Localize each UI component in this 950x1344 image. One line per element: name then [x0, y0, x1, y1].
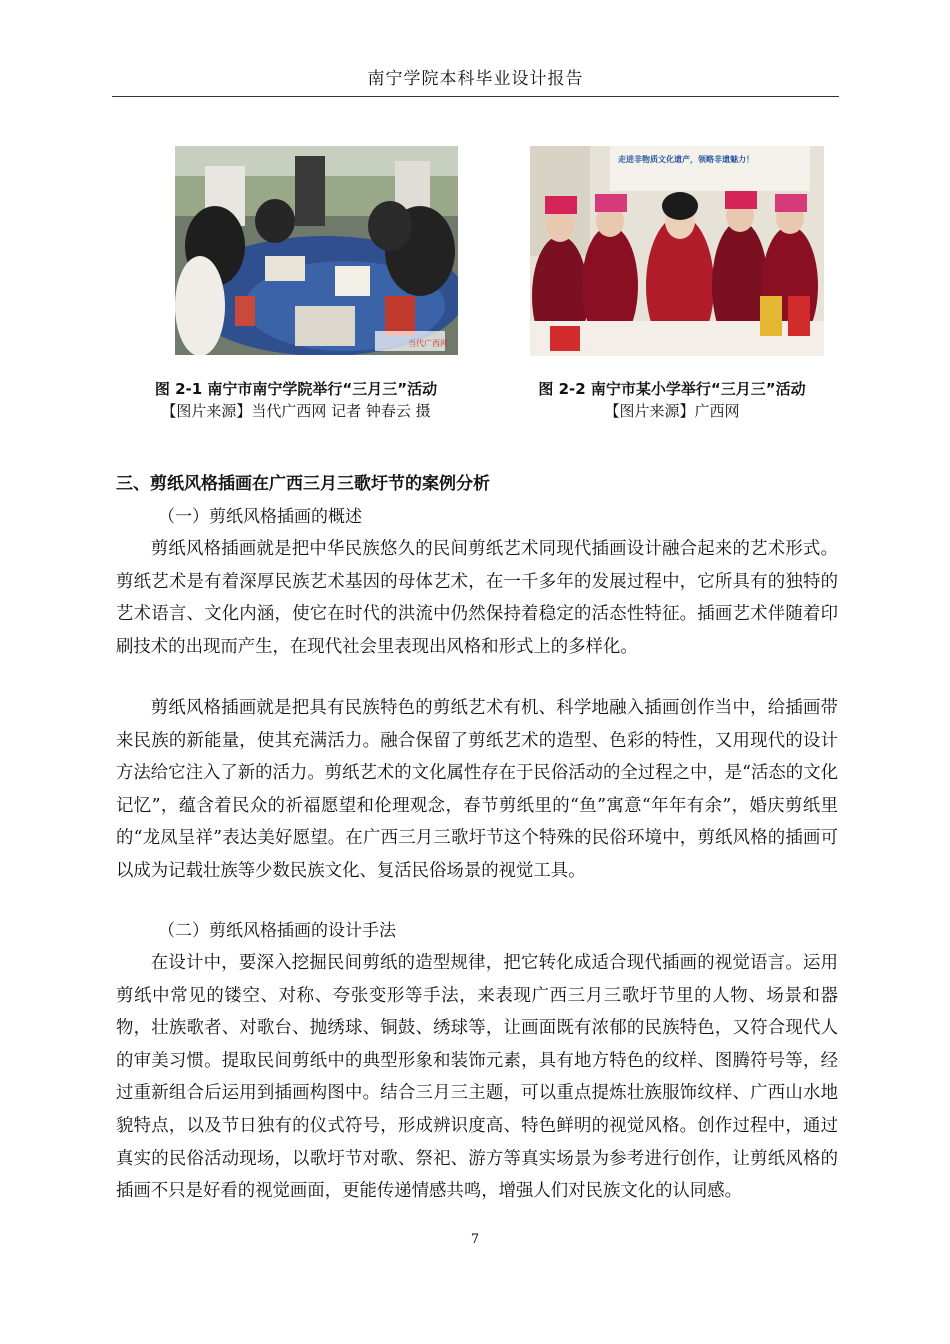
figure-2-1-watermark: 当代广西网 — [408, 339, 448, 348]
paragraph-1: 剪纸风格插画就是把中华民族悠久的民间剪纸艺术同现代插画设计融合起来的艺术形式。剪纸艺术是有着深厚民族艺术基因的母体艺术，在一千多年的发展过程中，它所具有的独特的艺术语言、文化内涵，使它在时代的洪流中仍然保持着稳定的活态性特征。插画艺术伴随着印刷技术的出现而产生，在现代社会里表现出风格和形式上的多样化。 — [116, 539, 838, 657]
section-heading: 三、剪纸风格插画在广西三月三歌圩节的案例分析 — [116, 474, 490, 494]
paragraph-2: 剪纸风格插画就是把具有民族特色的剪纸艺术有机、科学地融入插画创作当中，给插画带来民族的新能量，使其充满活力。融合保留了剪纸艺术的造型、色彩的特性，又用现代的设计方法给它注入了新的活力。剪纸艺术的文化属性存在于民俗活动的全过程之中，是“活态的文化记忆”，蕴含着民众的祈福愿望和伦理观念，春节剪纸里的“鱼”寓意“年年有余”，婚庆剪纸里的“龙凤呈祥”表达美好愿望。在广西三月三歌圩节这个特殊的民俗环境中，剪纸风格的插画可以成为记载壮族等少数民族文化、复活民俗场景的视觉工具。 — [116, 698, 838, 881]
figure-2-1-caption: 图 2-1 南宁市南宁学院举行“三月三”活动 — [154, 380, 438, 398]
figure-2-2-photo — [530, 146, 824, 356]
subsection-heading-1: （一）剪纸风格插画的概述 — [158, 507, 362, 527]
page-number: 7 — [470, 1232, 480, 1247]
paragraph-3: 在设计中，要深入挖掘民间剪纸的造型规律，把它转化成适合现代插画的视觉语言。运用剪纸中常见的镂空、对称、夸张变形等手法，来表现广西三月三歌圩节里的人物、场景和器物，壮族歌者、对歌台、抛绣球、铜鼓、绣球等，让画面既有浓郁的民族特色，又符合现代人的审美习惯。提取民间剪纸中的典型形象和装饰元素，具有地方特色的纹样、图腾符号等，经过重新组合后运用到插画构图中。结合三月三主题，可以重点提炼壮族服饰纹样、广西山水地貌特点，以及节日独有的仪式符号，形成辨识度高、特色鲜明的视觉风格。创作过程中，通过真实的民俗活动现场，以歌圩节对歌、祭祀、游方等真实场景为参考进行创作，让剪纸风格的插画不只是好看的视觉画面，更能传递情感共鸣，增强人们对民族文化的认同感。 — [116, 953, 838, 1202]
figure-2-2-banner: 走进非物质文化遗产，领略非遗魅力！ — [618, 155, 754, 164]
subsection-heading-2: （二）剪纸风格插画的设计手法 — [158, 921, 396, 941]
header-title: 南宁学院本科毕业设计报告 — [367, 69, 584, 89]
figure-2-1-caption-block — [96, 378, 496, 422]
figure-2-2-caption-block — [472, 378, 872, 422]
figure-2-1-source: 【图片来源】当代广西网 记者 钟春云 摄 — [161, 402, 431, 420]
figure-2-1-photo — [175, 146, 458, 355]
figure-2-2-source: 【图片来源】广西网 — [604, 402, 740, 420]
figure-2-2-caption: 图 2-2 南宁市某小学举行“三月三”活动 — [538, 380, 806, 398]
page-header — [112, 62, 839, 97]
